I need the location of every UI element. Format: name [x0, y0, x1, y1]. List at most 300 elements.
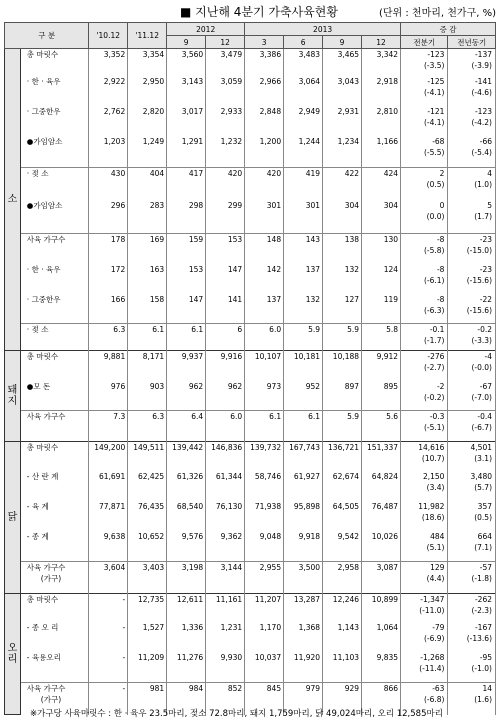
change-percent: (1.7)	[474, 211, 492, 221]
header-prev-year: 전년동기	[448, 36, 496, 49]
row-label-text: - 산 란 계	[26, 471, 59, 481]
value-cell: 139,442	[167, 442, 206, 471]
change-percent: (0.5)	[426, 180, 445, 189]
header-2012-12: 12	[206, 36, 245, 49]
value-cell: 76,487	[362, 501, 401, 531]
value-cell: 3,500	[284, 562, 323, 594]
change-percent: (1.6)	[474, 695, 492, 704]
change-prev-year	[448, 294, 496, 324]
change-percent: (-5.8)	[423, 246, 445, 255]
value-cell: -	[89, 594, 128, 622]
change-prev-quarter	[401, 411, 448, 442]
value-cell: 9,912	[362, 351, 401, 381]
group-label: 오 리	[5, 594, 21, 715]
change-prev-quarter	[401, 594, 448, 622]
row-label	[20, 562, 88, 594]
value-cell: 3,144	[206, 562, 245, 594]
value-cell: 2,955	[245, 562, 284, 594]
value-cell: 3,604	[89, 562, 128, 594]
value-cell: 10,188	[323, 351, 362, 381]
change-prev-quarter	[401, 234, 448, 264]
table-row	[5, 324, 496, 351]
change-percent: (-13.6)	[466, 633, 492, 643]
value-cell: 3,386	[245, 49, 284, 76]
change-percent: (-6.1)	[423, 275, 445, 285]
table-row	[5, 168, 496, 200]
value-cell: 11,276	[167, 652, 206, 683]
change-value: -79	[432, 622, 445, 632]
value-cell: 163	[128, 264, 167, 294]
value-cell: 301	[284, 200, 323, 234]
table-row	[5, 622, 496, 652]
change-value: 14	[482, 684, 492, 693]
header-2012-09: 9	[167, 36, 206, 49]
value-cell: 10,037	[245, 652, 284, 683]
header-2013-06: 6	[284, 36, 323, 49]
value-cell: 304	[323, 200, 362, 234]
value-cell: 6.1	[284, 411, 323, 442]
change-percent: (0.0)	[426, 211, 445, 221]
change-value: 4,501	[470, 443, 492, 452]
row-label-text: · 한 · 육우	[26, 264, 61, 274]
change-value: -66	[479, 136, 492, 146]
change-prev-year	[448, 594, 496, 622]
value-cell: 981	[128, 683, 167, 715]
value-cell: 3,352	[89, 49, 128, 76]
change-prev-year	[448, 501, 496, 531]
value-cell: 1,166	[362, 136, 401, 168]
change-value: -0.4	[477, 412, 492, 421]
change-value: -0.1	[429, 325, 445, 334]
value-cell: 9,576	[167, 531, 206, 562]
row-label	[20, 106, 88, 136]
change-prev-quarter	[401, 622, 448, 652]
unit-note: (단위 : 천마리, 천가구, %)	[378, 8, 496, 19]
row-label	[20, 381, 88, 411]
change-value: 4	[487, 169, 492, 178]
change-value: -2	[436, 381, 445, 391]
value-cell: 2,810	[362, 106, 401, 136]
change-prev-year	[448, 351, 496, 381]
row-label-text: 총 마릿수	[26, 50, 59, 59]
change-percent: (-6.7)	[471, 423, 492, 432]
header-2012: 2012	[167, 23, 245, 36]
value-cell: 58,746	[245, 471, 284, 501]
change-prev-quarter	[401, 652, 448, 683]
change-percent: (-1.7)	[423, 336, 445, 345]
value-cell: 6.0	[245, 324, 284, 351]
value-cell: 9,918	[284, 531, 323, 562]
value-cell: 9,916	[206, 351, 245, 381]
value-cell: 11,209	[128, 652, 167, 683]
header-2013-03: 3	[245, 36, 284, 49]
change-percent: (0.5)	[474, 512, 492, 522]
change-percent: (-11.0)	[419, 606, 445, 615]
change-percent: (-1.0)	[471, 663, 492, 673]
value-cell: 169	[128, 234, 167, 264]
change-prev-quarter	[401, 136, 448, 168]
change-prev-year	[448, 471, 496, 501]
value-cell: 148	[245, 234, 284, 264]
change-percent: (-6.8)	[423, 695, 445, 704]
change-prev-year	[448, 652, 496, 683]
value-cell: 6	[206, 324, 245, 351]
value-cell: 3,479	[206, 49, 245, 76]
change-percent: (1.0)	[474, 180, 492, 189]
value-cell: 11,207	[245, 594, 284, 622]
table-row	[5, 411, 496, 442]
value-cell: 6.1	[128, 324, 167, 351]
value-cell: 147	[206, 264, 245, 294]
row-label	[20, 264, 88, 294]
change-value: -123	[474, 106, 492, 116]
header-2013-12: 12	[362, 36, 401, 49]
change-percent: (-4.1)	[423, 87, 445, 97]
change-percent: (-1.8)	[471, 574, 492, 583]
change-percent: (10.7)	[421, 454, 445, 463]
row-label	[20, 234, 88, 264]
change-percent: (-15.6)	[466, 275, 492, 285]
row-label	[20, 49, 88, 76]
header-prev-quarter: 전분기	[401, 36, 448, 49]
table-row	[5, 442, 496, 471]
change-percent: (-15.6)	[466, 305, 492, 315]
value-cell: 1,368	[284, 622, 323, 652]
change-prev-quarter	[401, 442, 448, 471]
value-cell: 419	[284, 168, 323, 200]
group-label: 소	[5, 49, 21, 351]
change-value: -1,268	[420, 652, 445, 662]
value-cell: 3,198	[167, 562, 206, 594]
value-cell: 146,836	[206, 442, 245, 471]
value-cell: 6.4	[167, 411, 206, 442]
change-value: 129	[430, 563, 445, 572]
value-cell: 1,291	[167, 136, 206, 168]
value-cell: 422	[323, 168, 362, 200]
value-cell: 852	[206, 683, 245, 715]
value-cell: 138	[323, 234, 362, 264]
change-percent: (-5.4)	[471, 147, 492, 157]
change-prev-quarter	[401, 294, 448, 324]
row-label	[20, 294, 88, 324]
value-cell: 2,922	[89, 76, 128, 106]
row-label-text: - 육 계	[26, 501, 49, 511]
header-2011: '11.12	[128, 23, 167, 49]
table-row	[5, 234, 496, 264]
value-cell: 11,161	[206, 594, 245, 622]
change-value: 11,982	[418, 501, 445, 511]
value-cell: 10,107	[245, 351, 284, 381]
value-cell: 897	[323, 381, 362, 411]
value-cell: 2,933	[206, 106, 245, 136]
row-label	[20, 200, 88, 234]
row-label	[20, 76, 88, 106]
value-cell: 2,950	[128, 76, 167, 106]
value-cell: 6.0	[206, 411, 245, 442]
value-cell: 962	[167, 381, 206, 411]
value-cell: 6.3	[89, 324, 128, 351]
change-value: -4	[484, 352, 492, 361]
row-label	[20, 136, 88, 168]
row-label-text: 총 마릿수	[26, 595, 59, 604]
value-cell: 866	[362, 683, 401, 715]
row-label-sub: (가구)	[40, 695, 62, 704]
header-change: 증 감	[401, 23, 496, 36]
value-cell: 3,087	[362, 562, 401, 594]
value-cell: 404	[128, 168, 167, 200]
change-prev-quarter	[401, 200, 448, 234]
change-value: 0	[439, 200, 445, 210]
value-cell: 420	[206, 168, 245, 200]
change-value: -1,347	[420, 595, 445, 604]
value-cell: 12,246	[323, 594, 362, 622]
value-cell: 68,540	[167, 501, 206, 531]
value-cell: 62,674	[323, 471, 362, 501]
change-percent: (3.1)	[474, 454, 492, 463]
value-cell: 143	[284, 234, 323, 264]
change-percent: (-2.7)	[423, 363, 445, 372]
table-row	[5, 594, 496, 622]
change-percent: (5.7)	[474, 482, 492, 492]
change-prev-quarter	[401, 264, 448, 294]
change-prev-quarter	[401, 471, 448, 501]
row-label-text: 사육 가구수	[26, 684, 66, 693]
value-cell: 1,200	[245, 136, 284, 168]
table-row	[5, 652, 496, 683]
change-value: -123	[427, 50, 445, 59]
change-percent: (-4.1)	[423, 117, 445, 127]
value-cell: 139,732	[245, 442, 284, 471]
value-cell: 141	[206, 294, 245, 324]
value-cell: 159	[167, 234, 206, 264]
change-prev-quarter	[401, 49, 448, 76]
value-cell: 3,143	[167, 76, 206, 106]
row-label-text: ●가임암소	[26, 136, 63, 146]
value-cell: 10,181	[284, 351, 323, 381]
change-prev-year	[448, 531, 496, 562]
value-cell: 952	[284, 381, 323, 411]
change-prev-year	[448, 200, 496, 234]
change-value: 5	[487, 200, 492, 210]
change-percent: (-4.6)	[471, 87, 492, 97]
row-label-text: · 젖 소	[26, 169, 49, 178]
row-label-text: - 종 오 리	[26, 622, 59, 632]
change-prev-quarter	[401, 324, 448, 351]
value-cell: 13,287	[284, 594, 323, 622]
change-value: 484	[430, 531, 445, 541]
change-value: -125	[427, 76, 445, 86]
table-row	[5, 76, 496, 106]
value-cell: 3,354	[128, 49, 167, 76]
table-row	[5, 200, 496, 234]
value-cell: 895	[362, 381, 401, 411]
change-value: -0.3	[429, 412, 445, 421]
change-percent: (-15.0)	[466, 246, 492, 255]
change-prev-year	[448, 411, 496, 442]
value-cell: 2,848	[245, 106, 284, 136]
value-cell: 3,043	[323, 76, 362, 106]
value-cell: 172	[89, 264, 128, 294]
row-label-text: · 젖 소	[26, 325, 49, 334]
value-cell: 3,403	[128, 562, 167, 594]
value-cell: 417	[167, 168, 206, 200]
table-title: ■ 지난해 4분기 가축사육현황	[180, 5, 338, 19]
change-value: -68	[432, 136, 445, 146]
value-cell: 130	[362, 234, 401, 264]
row-label	[20, 471, 88, 501]
value-cell: 962	[206, 381, 245, 411]
value-cell: 5.8	[362, 324, 401, 351]
row-label-text: 사육 가구수	[26, 563, 66, 572]
change-prev-quarter	[401, 531, 448, 562]
value-cell: 976	[89, 381, 128, 411]
value-cell: 979	[284, 683, 323, 715]
change-prev-year	[448, 683, 496, 715]
value-cell: 137	[245, 294, 284, 324]
value-cell: 62,425	[128, 471, 167, 501]
value-cell: -	[89, 652, 128, 683]
value-cell: 137	[284, 264, 323, 294]
change-value: 2,150	[422, 471, 445, 481]
value-cell: 9,542	[323, 531, 362, 562]
change-prev-year	[448, 442, 496, 471]
row-label	[20, 594, 88, 622]
value-cell: 845	[245, 683, 284, 715]
value-cell: 2,762	[89, 106, 128, 136]
header-2010: '10.12	[89, 23, 128, 49]
change-value: -121	[427, 106, 445, 116]
value-cell: 5.6	[362, 411, 401, 442]
row-label	[20, 531, 88, 562]
value-cell: 1,527	[128, 622, 167, 652]
row-label-text: 사육 가구수	[26, 235, 66, 244]
table-row	[5, 136, 496, 168]
change-value: 664	[477, 531, 492, 541]
table-row	[5, 501, 496, 531]
value-cell: 132	[323, 264, 362, 294]
value-cell: 283	[128, 200, 167, 234]
value-cell: 158	[128, 294, 167, 324]
change-value: -8	[436, 264, 445, 274]
value-cell: 3,465	[323, 49, 362, 76]
change-prev-year	[448, 622, 496, 652]
change-prev-quarter	[401, 501, 448, 531]
change-prev-year	[448, 234, 496, 264]
value-cell: -	[89, 622, 128, 652]
value-cell: -	[89, 683, 128, 715]
change-value: -8	[436, 294, 445, 304]
change-value: -22	[479, 294, 492, 304]
row-label-text: · 한 · 육우	[26, 76, 61, 86]
table-row	[5, 49, 496, 76]
value-cell: 6.1	[167, 324, 206, 351]
value-cell: 3,059	[206, 76, 245, 106]
table-row	[5, 264, 496, 294]
value-cell: 3,342	[362, 49, 401, 76]
change-prev-year	[448, 106, 496, 136]
change-value: 14,616	[418, 443, 445, 452]
header-2013: 2013	[245, 23, 401, 36]
row-label	[20, 168, 88, 200]
change-value: -57	[479, 563, 492, 572]
table-row	[5, 562, 496, 594]
value-cell: 11,103	[323, 652, 362, 683]
change-value: -137	[474, 50, 492, 59]
change-percent: (-0.0)	[471, 363, 492, 372]
value-cell: 71,938	[245, 501, 284, 531]
change-prev-quarter	[401, 168, 448, 200]
value-cell: 166	[89, 294, 128, 324]
value-cell: 5.9	[284, 324, 323, 351]
row-label	[20, 442, 88, 471]
value-cell: 7.3	[89, 411, 128, 442]
change-percent: (-0.2)	[423, 392, 445, 402]
change-prev-year	[448, 324, 496, 351]
change-percent: (7.1)	[474, 542, 492, 552]
value-cell: 299	[206, 200, 245, 234]
change-value: -67	[479, 381, 492, 391]
value-cell: 127	[323, 294, 362, 324]
value-cell: 903	[128, 381, 167, 411]
value-cell: 424	[362, 168, 401, 200]
value-cell: 76,435	[128, 501, 167, 531]
change-prev-year	[448, 136, 496, 168]
row-label-text: · 그중한우	[26, 294, 61, 304]
table-row	[5, 106, 496, 136]
value-cell: 1,244	[284, 136, 323, 168]
value-cell: 2,820	[128, 106, 167, 136]
value-cell: 77,871	[89, 501, 128, 531]
footnote: ※가구당 사육마릿수 : 한 · 육우 23.5마리, 젖소 72.8마리, 돼지 1,759마리, 닭 49,024마리, 오리 12,585마리	[30, 709, 443, 719]
value-cell: 3,483	[284, 49, 323, 76]
value-cell: 2,949	[284, 106, 323, 136]
value-cell: 1,064	[362, 622, 401, 652]
value-cell: 124	[362, 264, 401, 294]
change-value: -95	[479, 652, 492, 662]
value-cell: 298	[167, 200, 206, 234]
change-percent: (-6.9)	[423, 633, 445, 643]
value-cell: 76,130	[206, 501, 245, 531]
row-label	[20, 652, 88, 683]
value-cell: 9,881	[89, 351, 128, 381]
table-row	[5, 531, 496, 562]
change-prev-quarter	[401, 351, 448, 381]
value-cell: 296	[89, 200, 128, 234]
change-percent: (-5.5)	[423, 147, 445, 157]
value-cell: 153	[206, 234, 245, 264]
row-label-text: - 육용오리	[26, 652, 61, 662]
change-percent: (-5.1)	[423, 423, 445, 432]
change-percent: (-7.0)	[471, 392, 492, 402]
row-label-text: 총 마릿수	[26, 352, 59, 361]
change-prev-year	[448, 562, 496, 594]
value-cell: 973	[245, 381, 284, 411]
group-label: 돼 지	[5, 351, 21, 442]
value-cell: 304	[362, 200, 401, 234]
change-percent: (-3.5)	[423, 61, 445, 70]
value-cell: 3,560	[167, 49, 206, 76]
table-row	[5, 294, 496, 324]
change-value: -23	[479, 264, 492, 274]
change-prev-year	[448, 264, 496, 294]
value-cell: 10,899	[362, 594, 401, 622]
change-prev-year	[448, 168, 496, 200]
change-percent: (-3.9)	[471, 61, 492, 70]
value-cell: 119	[362, 294, 401, 324]
table-row	[5, 381, 496, 411]
row-label-text: · 그중한우	[26, 106, 61, 116]
change-value: -276	[427, 352, 445, 361]
